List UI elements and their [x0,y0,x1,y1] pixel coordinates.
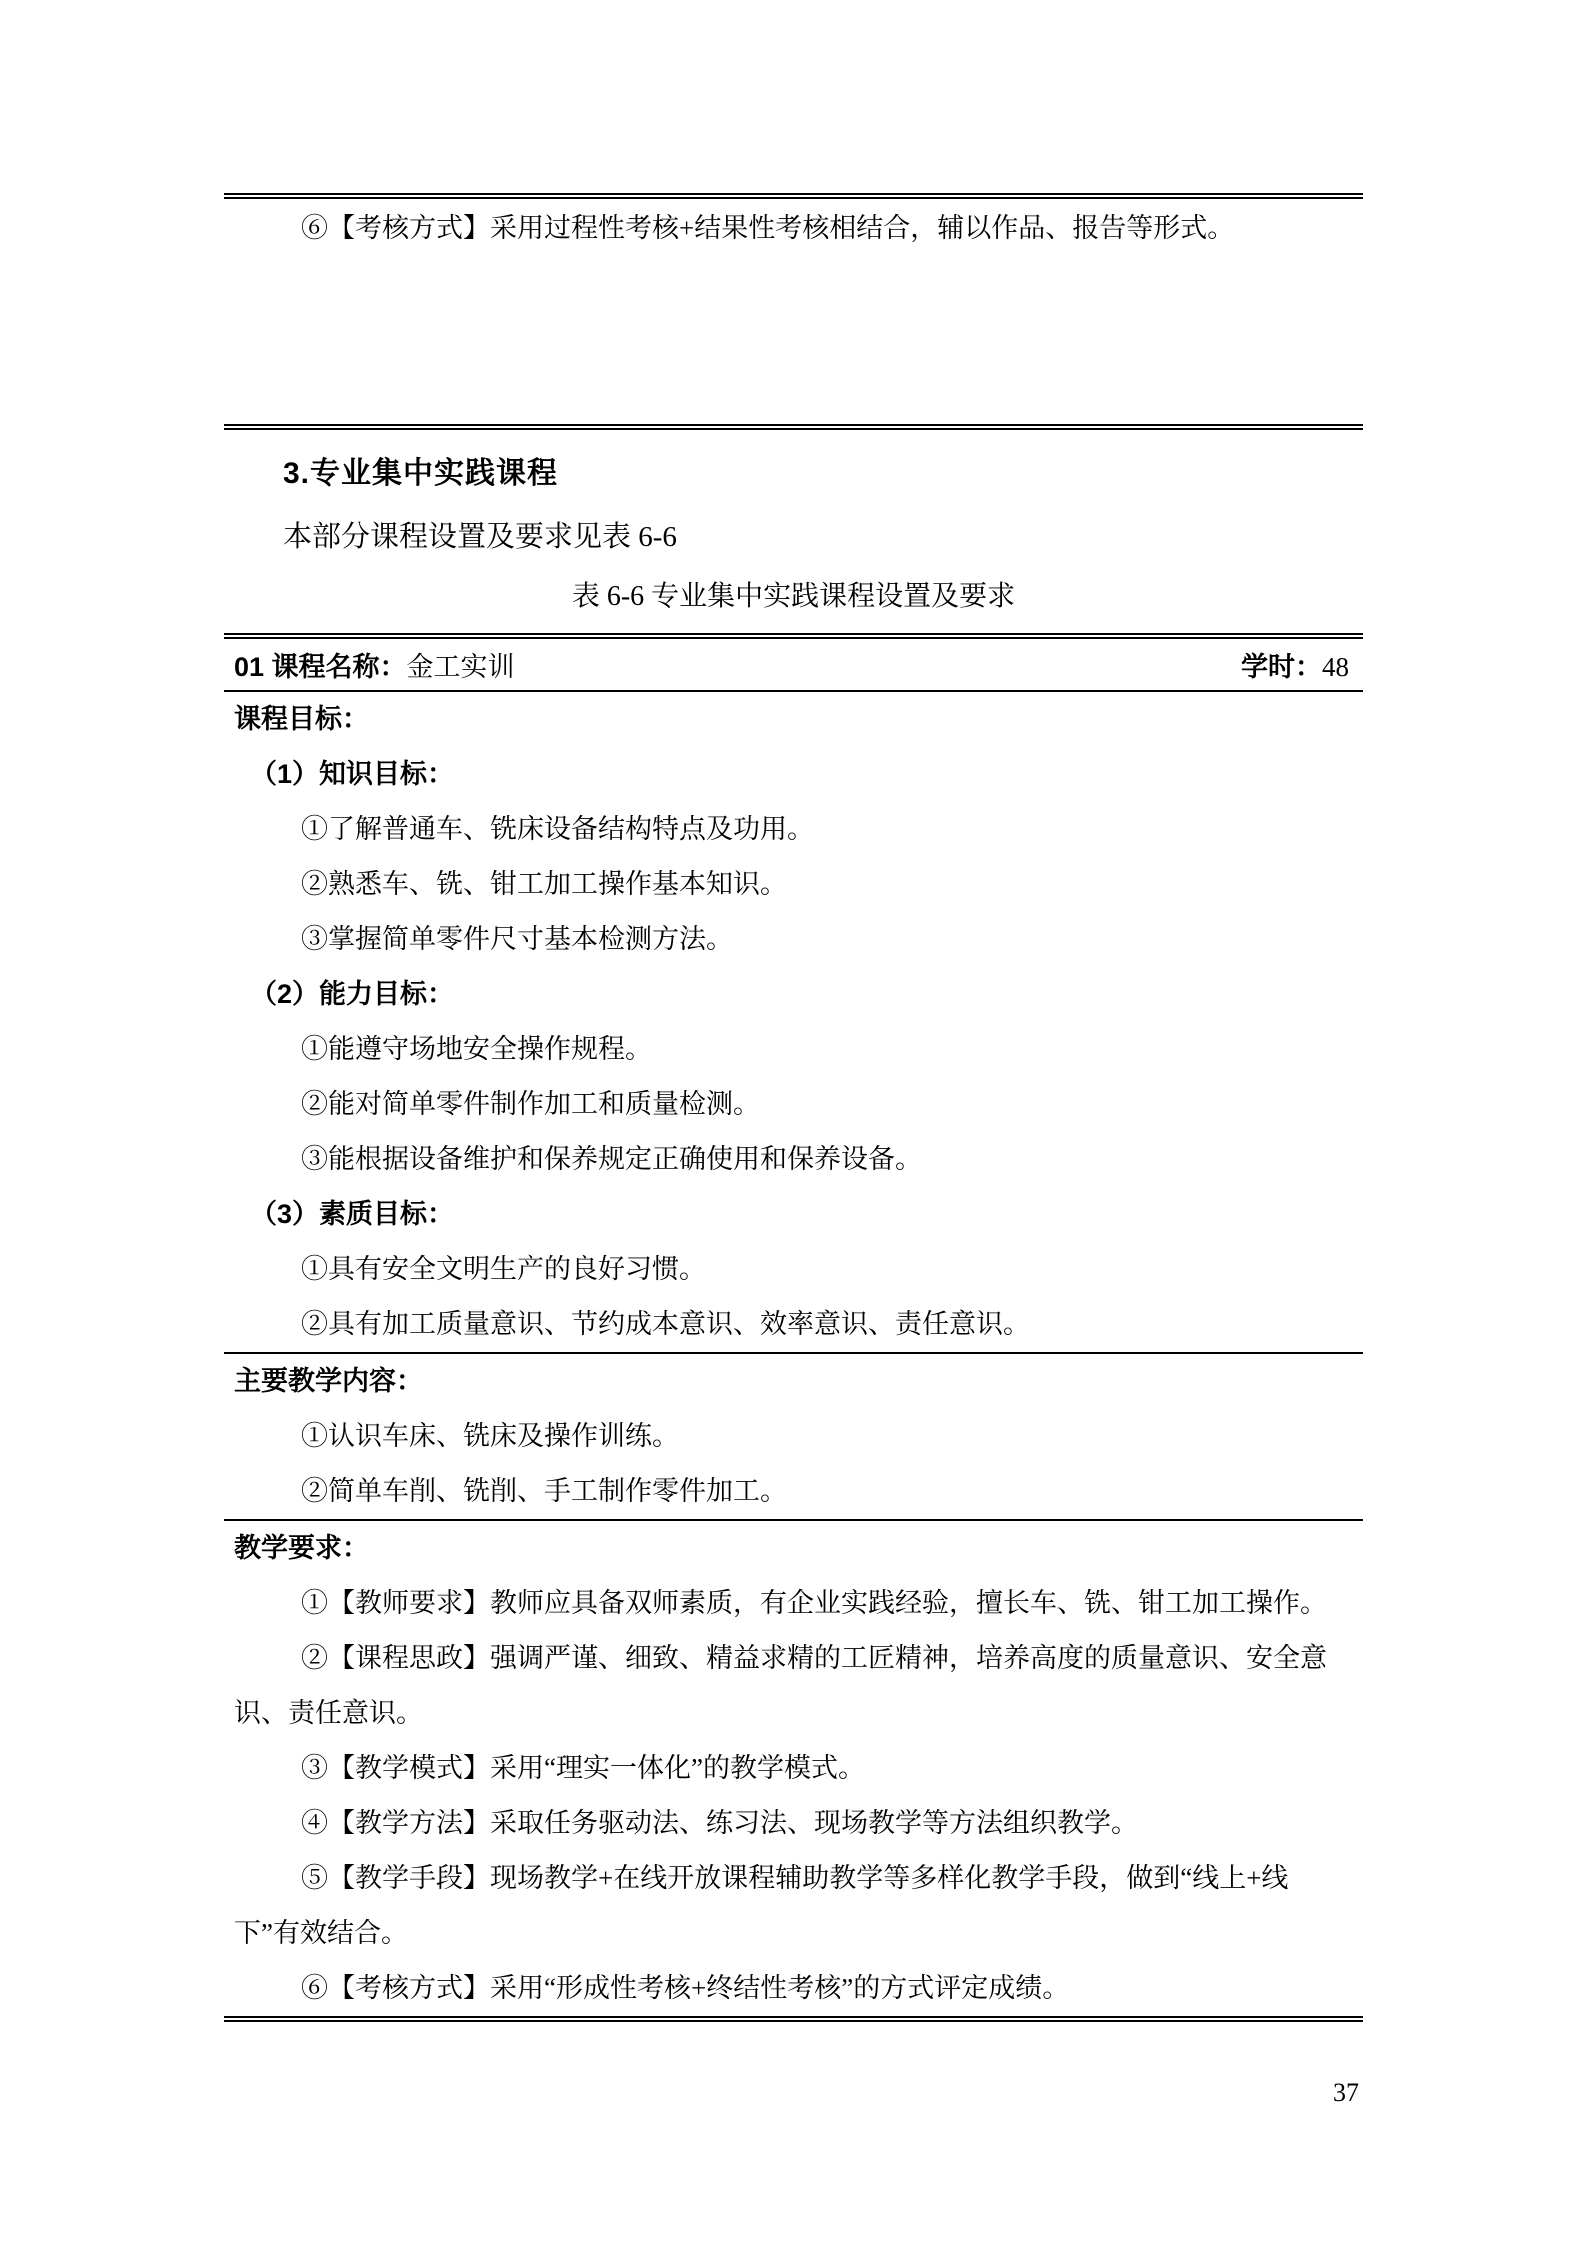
teaching-content-title: 主要教学内容： [234,1366,423,1396]
knowledge-objectives-title: （1）知识目标： [250,759,455,789]
ability-objective-item: ②能对简单零件制作加工和质量检测。 [301,1089,760,1119]
course-hours-label: 学时： [1241,652,1322,682]
teaching-requirements-section [224,1519,1363,2016]
knowledge-objective-item: ①了解普通车、铣床设备结构特点及功用。 [301,814,814,844]
course-header-row [224,639,1363,692]
knowledge-objective-item: ③掌握简单零件尺寸基本检测方法。 [301,924,733,954]
teaching-requirement-item: ③【教学模式】采用“理实一体化”的教学模式。 [301,1753,865,1783]
teaching-content-item: ②简单车削、铣削、手工制作零件加工。 [301,1476,787,1506]
teaching-requirement-item: ⑥【考核方式】采用“形成性考核+终结性考核”的方式评定成绩。 [301,1973,1070,2003]
ability-objectives-title: （2）能力目标： [250,979,455,1009]
ability-objective-item: ①能遵守场地安全操作规程。 [301,1034,652,1064]
course-hours-cell [1241,645,1349,684]
quality-objective-item: ②具有加工质量意识、节约成本意识、效率意识、责任意识。 [301,1309,1030,1339]
course-name-value: 金工实训 [406,652,515,682]
teaching-requirement-item: ⑤【教学手段】现场教学+在线开放课程辅助教学等多样化教学手段，做到“线上+线下”有效结合。 [234,1863,1289,1948]
course-name-label: 01 课程名称： [234,652,407,682]
knowledge-objective-item: ②熟悉车、铣、钳工加工操作基本知识。 [301,869,787,899]
objectives-title: 课程目标： [234,704,369,734]
course-objectives-section [224,692,1363,1352]
teaching-content-item: ①认识车床、铣床及操作训练。 [301,1421,679,1451]
course-name-cell [234,645,515,684]
quality-objective-item: ①具有安全文明生产的良好习惯。 [301,1254,706,1284]
table-caption: 表 6-6 专业集中实践课程设置及要求 [571,581,1016,612]
teaching-requirement-item: ②【课程思政】强调严谨、细致、精益求精的工匠精神，培养高度的质量意识、安全意识、责任意识。 [234,1643,1327,1728]
section-intro: 本部分课程设置及要求见表 6-6 [283,521,677,553]
page-number: 37 [1333,2078,1359,2107]
course-table [224,633,1363,2022]
teaching-requirement-item: ①【教师要求】教师应具备双师素质，有企业实践经验，擅长车、铣、钳工加工操作。 [301,1588,1327,1618]
teaching-requirements-title: 教学要求： [234,1533,369,1563]
course-hours-value: 48 [1322,652,1349,682]
teaching-requirement-item: ④【教学方法】采取任务驱动法、练习法、现场教学等方法组织教学。 [301,1808,1138,1838]
quality-objectives-title: （3）素质目标： [250,1199,455,1229]
section-heading: 3.专业集中实践课程 [283,457,559,490]
previous-table-fragment [224,193,1363,430]
teaching-content-section [224,1352,1363,1519]
assessment-method-line: ⑥【考核方式】采用过程性考核+结果性考核相结合，辅以作品、报告等形式。 [301,213,1235,243]
ability-objective-item: ③能根据设备维护和保养规定正确使用和保养设备。 [301,1144,922,1174]
